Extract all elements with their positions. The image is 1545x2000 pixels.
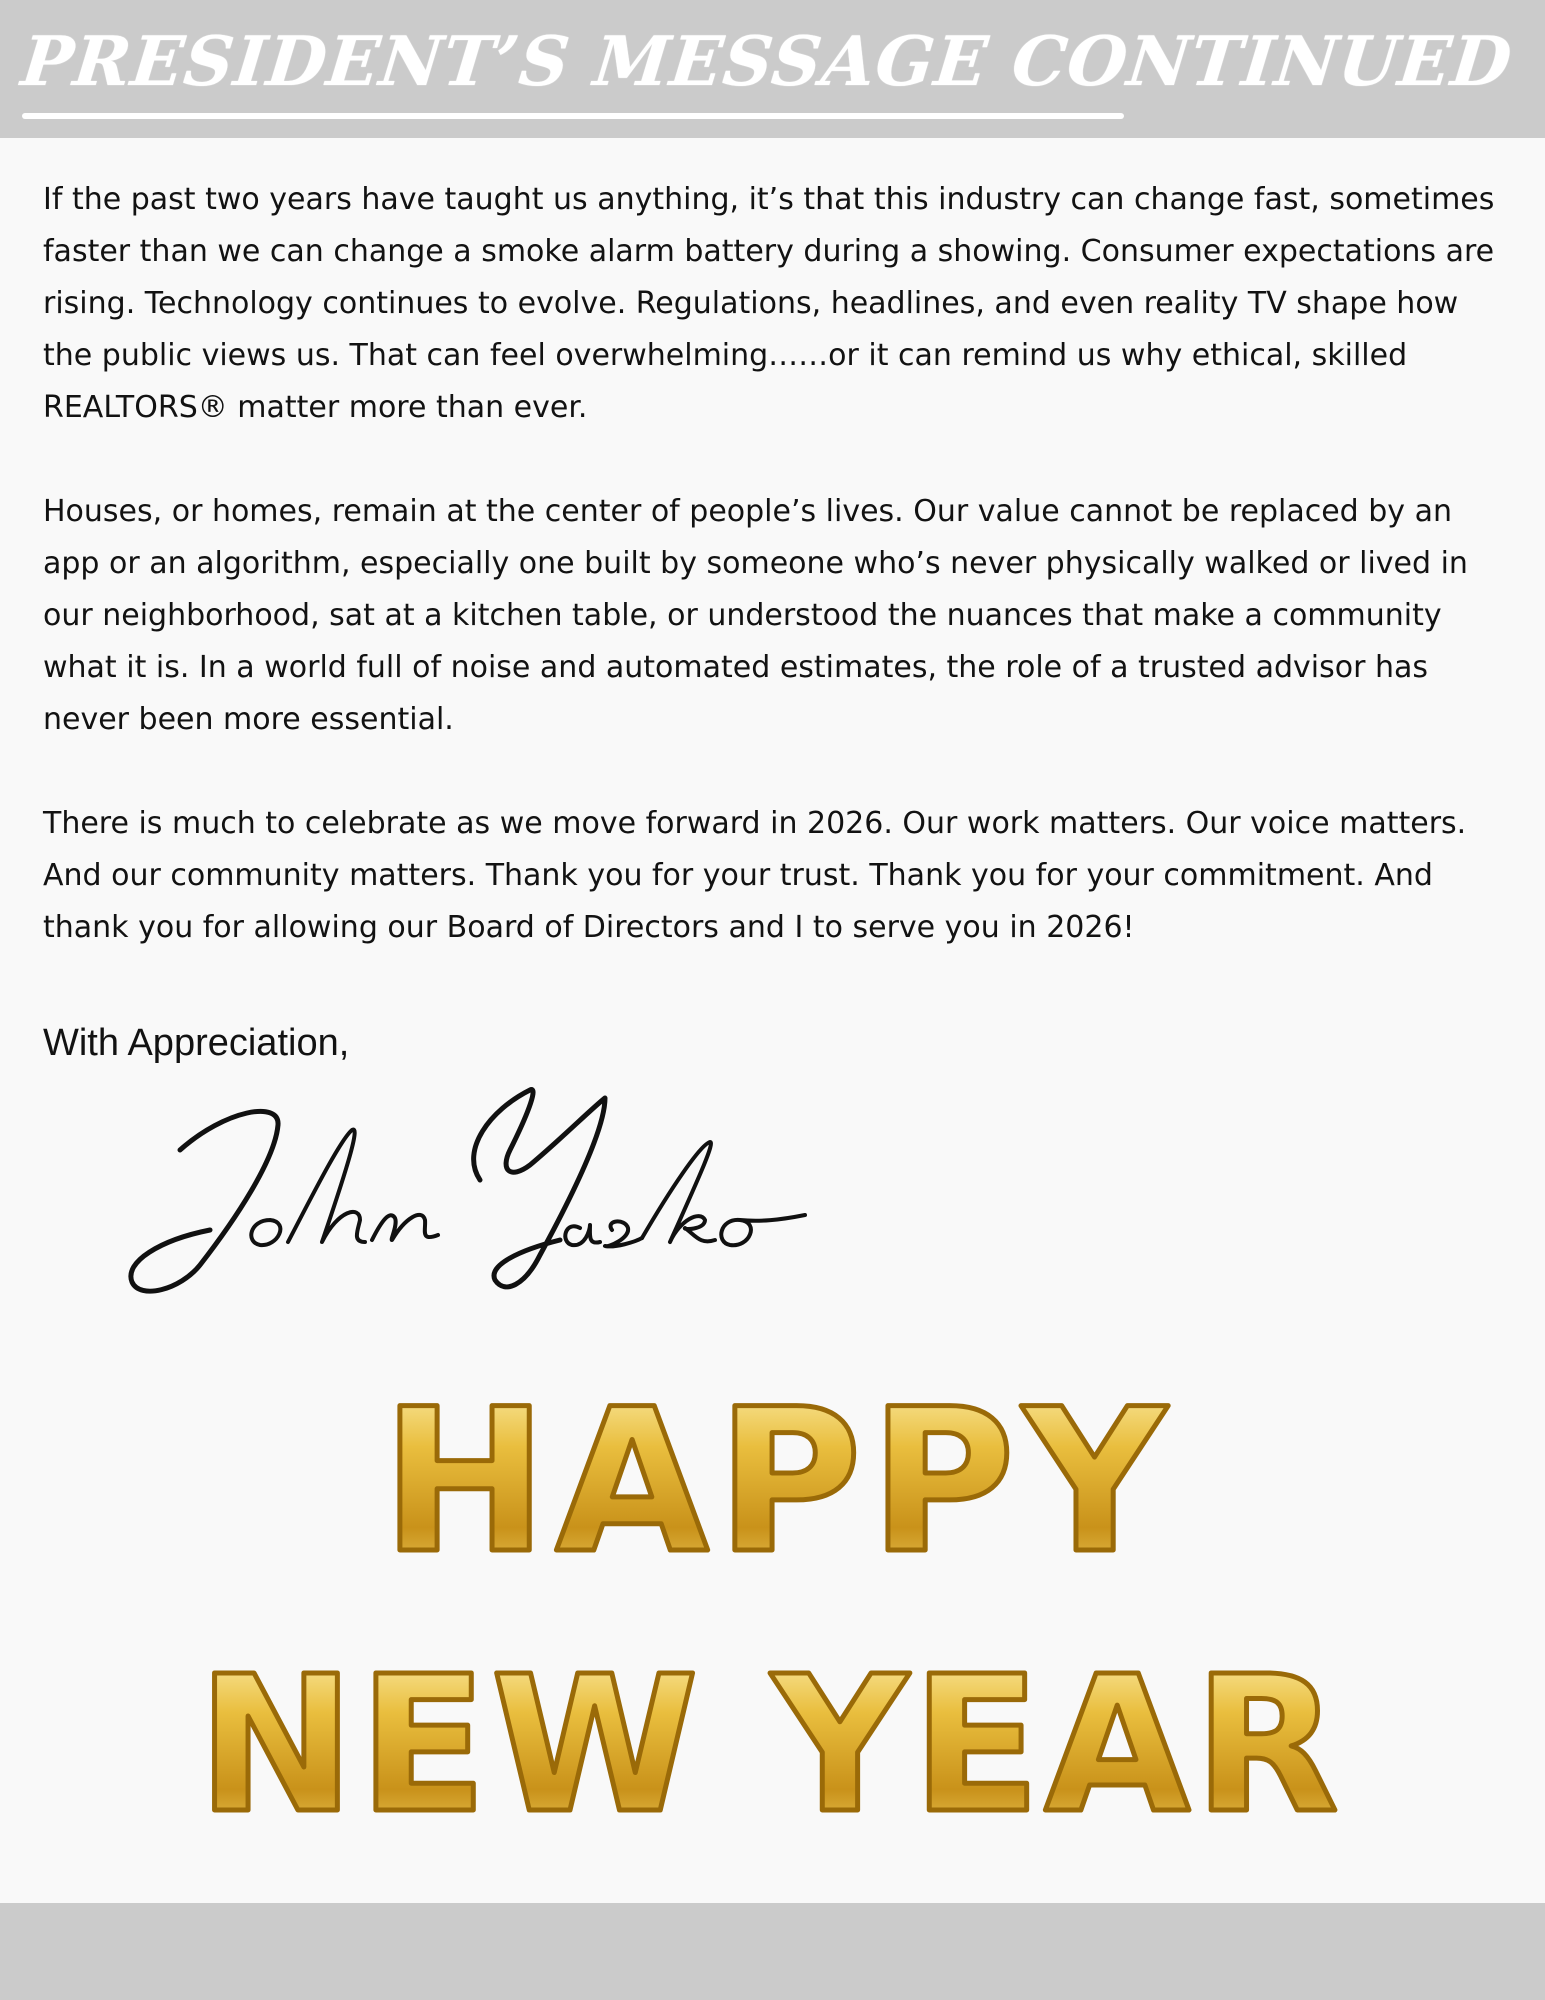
message-paragraph-2: Houses, or homes, remain at the center of people’s lives. Our value cannot be replaced by an app or an algorithm, especially one built by someone who’s never physically walked or lived in our neighborhood, sat at a kitchen table, or understood the nuances that make a community what it is. In a world full of noise and automated estimates, the role of a trusted advisor has never been more essential. [43, 494, 1468, 737]
greeting-line-2: NEW YEAR [197, 1636, 1343, 1850]
closing-salutation: With Appreciation, [43, 1022, 350, 1064]
handwritten-signature [60, 1070, 840, 1300]
footer-band [0, 1903, 1545, 2000]
message-paragraph-1: If the past two years have taught us anything, it’s that this industry can change fast, sometimes faster than we can change a smoke alarm battery during a showing. Consumer expectations are rising. Technology continues to evolve. Regulations, headlines, and even reality TV shape how the public views us. That can feel overwhelming……or it can remind us why ethical, skilled REALTORS® matter more than ever. [43, 182, 1495, 425]
page-title: PRESIDENT’S MESSAGE CONTINUED [17, 22, 1516, 102]
greeting-line-1: HAPPY [381, 1370, 1175, 1597]
message-paragraph-3: There is much to celebrate as we move forward in 2026. Our work matters. Our voice matters. And our community matters. Thank you for your trust. Thank you for your commitment. And thank you for allowing our Board of Directors and I to serve you in 2026! [43, 806, 1467, 945]
happy-new-year-balloon-art [140, 1370, 1400, 1850]
header-underline [22, 113, 1124, 119]
